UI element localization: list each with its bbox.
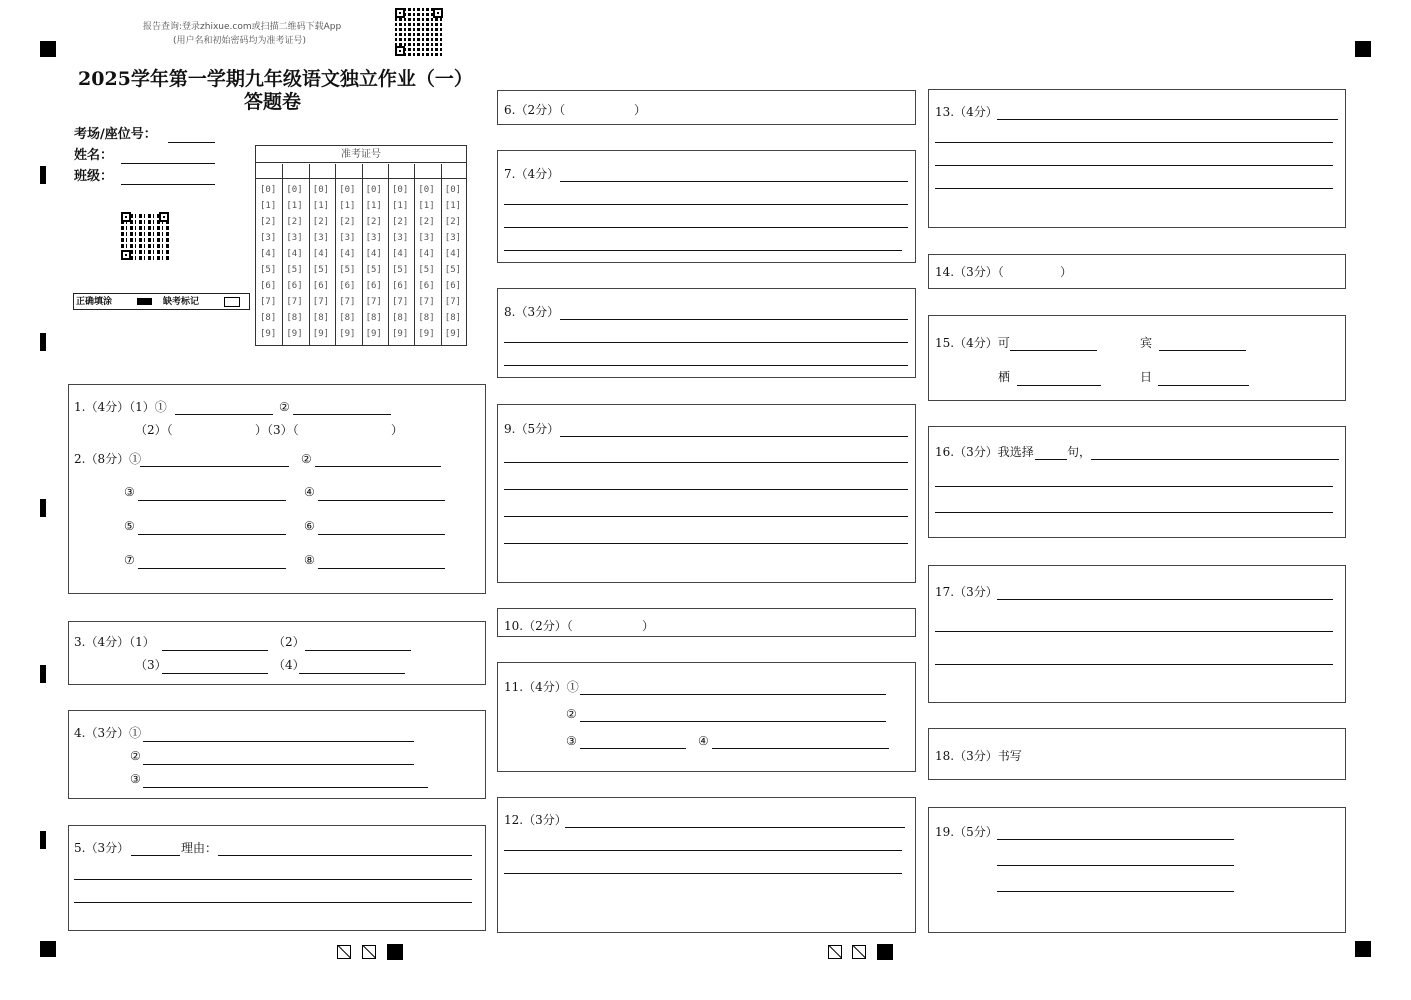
q2-8-label: ⑧ bbox=[304, 553, 315, 567]
q8-label: 8.（3分） bbox=[504, 305, 560, 319]
q7-line[interactable] bbox=[504, 204, 908, 205]
exam-id-bubble[interactable]: [3] bbox=[365, 233, 382, 243]
page-mark-slashed bbox=[362, 945, 376, 959]
exam-id-bubble[interactable]: [4] bbox=[392, 249, 409, 259]
correct-fill-sample bbox=[137, 298, 152, 305]
exam-id-bubble[interactable]: [6] bbox=[286, 281, 303, 291]
q16-choice-line[interactable] bbox=[1035, 459, 1067, 460]
q9-line[interactable] bbox=[504, 462, 908, 463]
exam-id-bubble[interactable]: [8] bbox=[260, 313, 277, 323]
answer-box-q10 bbox=[497, 608, 916, 637]
q6-paren-end: ） bbox=[634, 103, 647, 117]
exam-id-bubble[interactable]: [7] bbox=[418, 297, 435, 307]
exam-id-bubble[interactable]: [4] bbox=[365, 249, 382, 259]
q19-line[interactable] bbox=[997, 839, 1234, 840]
page-mark-filled bbox=[387, 944, 403, 960]
q5-choice-line[interactable] bbox=[131, 855, 180, 856]
q9-line[interactable] bbox=[504, 516, 908, 517]
q4-label: 4.（3分）① bbox=[74, 726, 142, 740]
q7-line[interactable] bbox=[504, 227, 908, 228]
exam-id-bubble[interactable]: [8] bbox=[286, 313, 303, 323]
q3-3-label: （3） bbox=[135, 658, 167, 672]
q8-line[interactable] bbox=[504, 365, 908, 366]
exam-id-bubble[interactable]: [0] bbox=[392, 185, 409, 195]
exam-id-bubble[interactable]: [9] bbox=[365, 329, 382, 339]
exam-id-bubble[interactable]: [3] bbox=[339, 233, 356, 243]
answer-box-q12 bbox=[497, 797, 916, 933]
name-field[interactable] bbox=[121, 163, 215, 164]
exam-id-bubble[interactable]: [8] bbox=[392, 313, 409, 323]
page-subtitle: 答题卷 bbox=[244, 91, 302, 113]
exam-id-bubble[interactable]: [9] bbox=[339, 329, 356, 339]
page-mark-slashed bbox=[828, 945, 842, 959]
q9-label: 9.（5分） bbox=[504, 422, 560, 436]
answer-box-q16 bbox=[928, 426, 1346, 538]
q13-label: 13.（4分） bbox=[935, 105, 998, 119]
class-label: 班级： bbox=[74, 169, 114, 184]
answer-box-q11 bbox=[497, 662, 916, 772]
exam-id-bubble[interactable]: [3] bbox=[418, 233, 435, 243]
side-mark bbox=[40, 166, 46, 184]
q19-line[interactable] bbox=[997, 891, 1234, 892]
exam-id-bubble[interactable]: [5] bbox=[392, 265, 409, 275]
q17-line[interactable] bbox=[935, 664, 1333, 665]
exam-id-bubble[interactable]: [7] bbox=[392, 297, 409, 307]
exam-id-bubble[interactable]: [2] bbox=[444, 217, 462, 227]
report-query-text: 报告查询:登录zhixue.com或扫描二维码下载App bbox=[143, 22, 342, 32]
exam-id-bubble[interactable]: [1] bbox=[444, 201, 462, 211]
class-field[interactable] bbox=[121, 184, 215, 185]
q2-7-label: ⑦ bbox=[124, 553, 135, 567]
q11-3-label: ③ bbox=[566, 734, 577, 748]
exam-id-bubble[interactable]: [0] bbox=[365, 185, 382, 195]
corner-mark-bottom-left bbox=[40, 941, 56, 957]
q5-line[interactable] bbox=[74, 879, 472, 880]
answer-box-q4 bbox=[68, 710, 486, 799]
q2-2-line[interactable] bbox=[315, 466, 441, 467]
q11-3-line[interactable] bbox=[580, 748, 686, 749]
q2-3-label: ③ bbox=[124, 485, 135, 499]
q2-6-label: ⑥ bbox=[304, 519, 315, 533]
q12-line[interactable] bbox=[565, 827, 905, 828]
q2-4-line[interactable] bbox=[318, 500, 445, 501]
absent-mark-box[interactable] bbox=[224, 297, 240, 307]
exam-id-bubble[interactable]: [4] bbox=[339, 249, 356, 259]
q12-line[interactable] bbox=[504, 850, 902, 851]
q6-label: 6.（2分）（ bbox=[504, 103, 566, 117]
exam-id-bubble[interactable]: [7] bbox=[339, 297, 356, 307]
absent-mark-label: 缺考标记 bbox=[163, 297, 200, 307]
q5-reason-line[interactable] bbox=[218, 855, 472, 856]
exam-id-bubble[interactable]: [7] bbox=[260, 297, 277, 307]
exam-id-bubble[interactable]: [2] bbox=[365, 217, 382, 227]
exam-id-bubble[interactable]: [9] bbox=[312, 329, 330, 339]
exam-id-bubble[interactable]: [9] bbox=[392, 329, 409, 339]
q2-1-line[interactable] bbox=[140, 466, 289, 467]
q10-label: 10.（2分）（ bbox=[504, 619, 573, 633]
answer-box-q3 bbox=[68, 621, 486, 685]
q3-4-line[interactable] bbox=[299, 673, 405, 674]
download-qr-code bbox=[395, 8, 443, 56]
exam-id-bubble[interactable]: [1] bbox=[260, 201, 277, 211]
side-mark bbox=[40, 831, 46, 849]
exam-id-bubble[interactable]: [5] bbox=[286, 265, 303, 275]
corner-mark-bottom-right bbox=[1355, 941, 1371, 957]
exam-id-bubble[interactable]: [5] bbox=[339, 265, 356, 275]
seat-field[interactable] bbox=[168, 142, 215, 143]
q2-label: 2.（8分）① bbox=[74, 452, 142, 466]
exam-id-bubble[interactable]: [6] bbox=[444, 281, 462, 291]
q15-label: 15.（4分）可 bbox=[935, 336, 1010, 350]
exam-id-bubble[interactable]: [3] bbox=[312, 233, 330, 243]
q15-qi-line[interactable] bbox=[1017, 385, 1101, 386]
q4-3-label: ③ bbox=[130, 772, 141, 786]
exam-id-bubble[interactable]: [2] bbox=[260, 217, 277, 227]
exam-id-bubble[interactable]: [6] bbox=[339, 281, 356, 291]
q9-line[interactable] bbox=[504, 543, 908, 544]
exam-id-bubble[interactable]: [8] bbox=[312, 313, 330, 323]
exam-id-bubble[interactable]: [7] bbox=[286, 297, 303, 307]
answer-box-q19 bbox=[928, 807, 1346, 933]
exam-id-bubble[interactable]: [2] bbox=[339, 217, 356, 227]
answer-box-q18 bbox=[928, 728, 1346, 780]
exam-id-bubble[interactable]: [7] bbox=[444, 297, 462, 307]
answer-box-q8 bbox=[497, 288, 916, 378]
q3-label: 3.（4分）（1） bbox=[74, 635, 155, 649]
q16-ju-label: 句， bbox=[1067, 445, 1092, 459]
q1-part3-label: ）（3）（ bbox=[255, 423, 299, 437]
exam-id-bubble[interactable]: [4] bbox=[312, 249, 330, 259]
exam-id-bubble[interactable]: [0] bbox=[444, 185, 462, 195]
answer-box-q15 bbox=[928, 315, 1346, 401]
exam-id-bubble[interactable]: [2] bbox=[418, 217, 435, 227]
q17-label: 17.（3分） bbox=[935, 585, 998, 599]
q2-7-line[interactable] bbox=[138, 568, 286, 569]
exam-id-bubble[interactable]: [3] bbox=[260, 233, 277, 243]
side-mark bbox=[40, 665, 46, 683]
exam-id-column-divider bbox=[362, 164, 363, 345]
exam-id-column-divider bbox=[388, 164, 389, 345]
q16-line[interactable] bbox=[1091, 459, 1339, 460]
corner-mark-top-right bbox=[1355, 41, 1371, 57]
q2-6-line[interactable] bbox=[318, 534, 445, 535]
q1-part2-label: （2）（ bbox=[135, 423, 173, 437]
fill-legend bbox=[73, 293, 250, 310]
q2-5-label: ⑤ bbox=[124, 519, 135, 533]
q16-label: 16.（3分）我选择 bbox=[935, 445, 1034, 459]
exam-id-bubble[interactable]: [2] bbox=[392, 217, 409, 227]
q17-line[interactable] bbox=[935, 631, 1333, 632]
q4-3-line[interactable] bbox=[143, 787, 428, 788]
q9-line[interactable] bbox=[504, 489, 908, 490]
q1-1-answer-line[interactable] bbox=[175, 414, 273, 415]
exam-id-bubble[interactable]: [1] bbox=[339, 201, 356, 211]
page-mark-slashed bbox=[852, 945, 866, 959]
q2-8-line[interactable] bbox=[318, 568, 445, 569]
exam-id-bubble[interactable]: [4] bbox=[418, 249, 435, 259]
exam-id-bubble[interactable]: [7] bbox=[312, 297, 330, 307]
exam-id-bubble[interactable]: [1] bbox=[392, 201, 409, 211]
exam-id-bubble[interactable]: [6] bbox=[392, 281, 409, 291]
q11-4-line[interactable] bbox=[712, 748, 889, 749]
answer-box-q1-q2 bbox=[68, 384, 486, 594]
exam-id-bubble[interactable]: [0] bbox=[339, 185, 356, 195]
exam-id-bubble[interactable]: [9] bbox=[260, 329, 277, 339]
exam-id-bubble[interactable]: [8] bbox=[444, 313, 462, 323]
exam-id-bubble[interactable]: [0] bbox=[312, 185, 330, 195]
exam-id-bubble[interactable]: [5] bbox=[418, 265, 435, 275]
exam-id-bubble[interactable]: [7] bbox=[365, 297, 382, 307]
page-title: 2025学年第一学期九年级语文独立作业（一） bbox=[78, 68, 473, 90]
q11-1-line[interactable] bbox=[580, 694, 886, 695]
exam-id-bubble[interactable]: [5] bbox=[365, 265, 382, 275]
q15-bin-line[interactable] bbox=[1159, 350, 1246, 351]
q12-label: 12.（3分） bbox=[504, 813, 567, 827]
exam-id-bubble[interactable]: [8] bbox=[339, 313, 356, 323]
corner-mark-top-left bbox=[40, 41, 56, 57]
q1-part3-end: ） bbox=[391, 423, 404, 437]
q7-label: 7.（4分） bbox=[504, 167, 560, 181]
q16-line[interactable] bbox=[935, 486, 1333, 487]
q2-5-line[interactable] bbox=[138, 534, 286, 535]
q15-qi-label: 栖 bbox=[998, 370, 1011, 384]
q5-reason-label: 理由： bbox=[181, 841, 218, 855]
exam-id-bubble[interactable]: [9] bbox=[418, 329, 435, 339]
q14-label: 14.（3分）（ bbox=[935, 265, 1004, 279]
q11-2-label: ② bbox=[566, 707, 577, 721]
q2-2-label: ② bbox=[301, 452, 312, 466]
q5-label: 5.（3分） bbox=[74, 841, 130, 855]
q14-paren-end: ） bbox=[1060, 265, 1073, 279]
exam-id-bubble[interactable]: [3] bbox=[444, 233, 462, 243]
exam-id-bubble[interactable]: [6] bbox=[260, 281, 277, 291]
q5-line[interactable] bbox=[74, 902, 472, 903]
exam-id-bubble[interactable]: [1] bbox=[286, 201, 303, 211]
answer-box-q5 bbox=[68, 825, 486, 931]
page-mark-filled bbox=[877, 944, 893, 960]
exam-id-bubble[interactable]: [0] bbox=[418, 185, 435, 195]
exam-id-bubble[interactable]: [4] bbox=[286, 249, 303, 259]
q7-line[interactable] bbox=[504, 250, 902, 251]
q13-line[interactable] bbox=[997, 119, 1338, 120]
exam-id-column-divider bbox=[282, 164, 283, 345]
exam-id-bubble[interactable]: [1] bbox=[312, 201, 330, 211]
exam-id-bubble[interactable]: [3] bbox=[286, 233, 303, 243]
exam-id-bubble[interactable]: [5] bbox=[312, 265, 330, 275]
q4-1-line[interactable] bbox=[143, 741, 414, 742]
q15-bin-label: 宾 bbox=[1140, 336, 1153, 350]
exam-id-title: 准考证号 bbox=[341, 149, 381, 160]
answer-box-q7 bbox=[497, 150, 916, 263]
exam-id-bubble[interactable]: [1] bbox=[365, 201, 382, 211]
q10-paren-end: ） bbox=[642, 619, 655, 633]
q12-line[interactable] bbox=[504, 873, 902, 874]
exam-id-bubble[interactable]: [1] bbox=[418, 201, 435, 211]
q15-ke-line[interactable] bbox=[1010, 350, 1097, 351]
page-mark-slashed bbox=[337, 945, 351, 959]
correct-fill-label: 正确填涂 bbox=[76, 297, 113, 307]
side-mark bbox=[40, 333, 46, 351]
q1-label: 1.（4分）（1）① bbox=[74, 400, 167, 414]
exam-id-bubble[interactable]: [9] bbox=[444, 329, 462, 339]
exam-id-bubble[interactable]: [2] bbox=[312, 217, 330, 227]
exam-id-bubble[interactable]: [3] bbox=[392, 233, 409, 243]
q4-2-label: ② bbox=[130, 749, 141, 763]
q11-label: 11.（4分）① bbox=[504, 680, 579, 694]
q11-2-line[interactable] bbox=[580, 721, 886, 722]
q3-4-label: （4） bbox=[273, 658, 305, 672]
q3-3-line[interactable] bbox=[162, 673, 268, 674]
q9-line[interactable] bbox=[560, 436, 908, 437]
q7-line[interactable] bbox=[560, 181, 908, 182]
q3-1-line[interactable] bbox=[162, 650, 268, 651]
q19-label: 19.（5分） bbox=[935, 825, 998, 839]
credential-note: (用户名和初始密码均为准考证号) bbox=[173, 36, 307, 46]
q18-label: 18.（3分）书写 bbox=[935, 749, 1022, 763]
q1-2-answer-line[interactable] bbox=[293, 414, 391, 415]
exam-id-bubble[interactable]: [5] bbox=[444, 265, 462, 275]
exam-id-bubble[interactable]: [4] bbox=[444, 249, 462, 259]
exam-id-bubble[interactable]: [4] bbox=[260, 249, 277, 259]
q2-4-label: ④ bbox=[304, 485, 315, 499]
q3-2-line[interactable] bbox=[305, 650, 411, 651]
q16-line[interactable] bbox=[935, 512, 1333, 513]
student-qr-code bbox=[121, 212, 169, 260]
q19-line[interactable] bbox=[997, 865, 1234, 866]
answer-box-q17 bbox=[928, 565, 1346, 703]
q15-ri-label: 日 bbox=[1140, 370, 1153, 384]
side-mark bbox=[40, 499, 46, 517]
q4-2-line[interactable] bbox=[143, 764, 414, 765]
exam-id-bubble[interactable]: [6] bbox=[418, 281, 435, 291]
exam-id-bubble[interactable]: [6] bbox=[312, 281, 330, 291]
answer-box-q14 bbox=[928, 254, 1346, 289]
exam-id-column-divider bbox=[335, 164, 336, 345]
q3-2-label: （2） bbox=[273, 635, 305, 649]
exam-id-bubble[interactable]: [0] bbox=[260, 185, 277, 195]
q8-line[interactable] bbox=[504, 342, 908, 343]
seat-label: 考场/座位号： bbox=[74, 127, 157, 142]
exam-id-column-divider bbox=[414, 164, 415, 345]
answer-box-q6 bbox=[497, 90, 916, 125]
exam-id-bubble[interactable]: [0] bbox=[286, 185, 303, 195]
exam-id-grid bbox=[255, 145, 467, 346]
q2-3-line[interactable] bbox=[138, 500, 286, 501]
q1-2-label: ② bbox=[279, 400, 290, 414]
q13-line[interactable] bbox=[935, 188, 1333, 189]
name-label: 姓名： bbox=[74, 148, 114, 163]
exam-id-column-divider bbox=[441, 164, 442, 345]
exam-id-bubble[interactable]: [6] bbox=[365, 281, 382, 291]
exam-id-bubble[interactable]: [9] bbox=[286, 329, 303, 339]
exam-id-bubble[interactable]: [5] bbox=[260, 265, 277, 275]
q8-line[interactable] bbox=[560, 319, 908, 320]
exam-id-bubble[interactable]: [8] bbox=[365, 313, 382, 323]
exam-id-column-divider bbox=[309, 164, 310, 345]
q13-line[interactable] bbox=[935, 165, 1333, 166]
q15-ri-line[interactable] bbox=[1158, 385, 1249, 386]
exam-id-bubble[interactable]: [8] bbox=[418, 313, 435, 323]
q17-line[interactable] bbox=[997, 599, 1333, 600]
answer-box-q13 bbox=[928, 89, 1346, 228]
q13-line[interactable] bbox=[935, 142, 1333, 143]
answer-box-q9 bbox=[497, 404, 916, 583]
exam-id-bubble[interactable]: [2] bbox=[286, 217, 303, 227]
q11-4-label: ④ bbox=[698, 734, 709, 748]
